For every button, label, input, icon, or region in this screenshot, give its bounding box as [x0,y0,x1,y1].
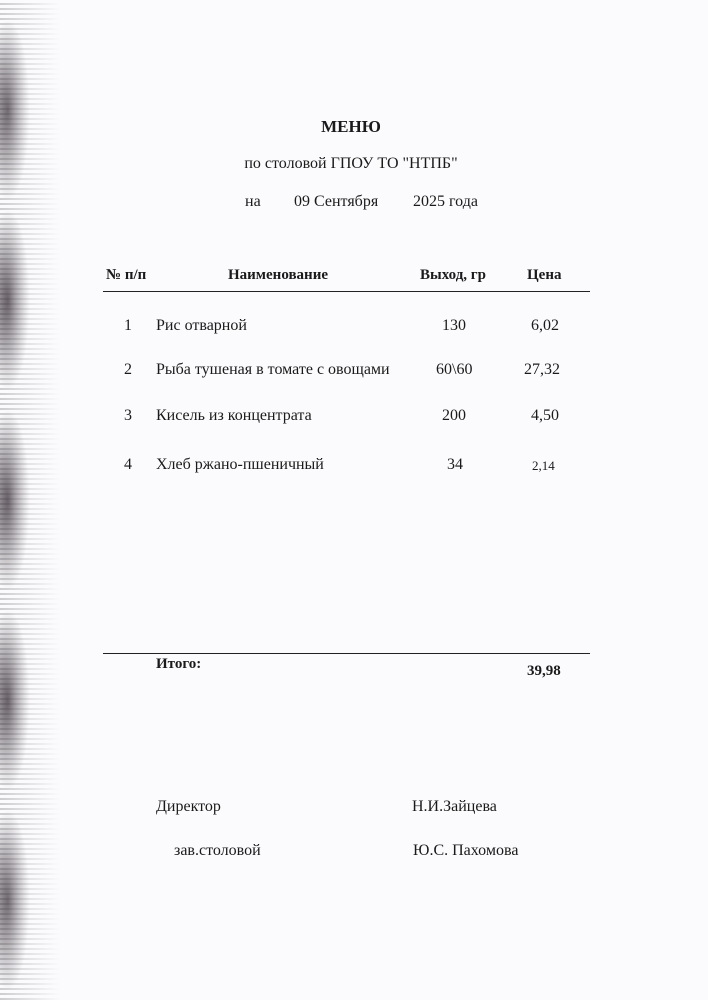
row-yield: 200 [442,407,466,424]
row-number: 2 [124,361,132,378]
document-title: МЕНЮ [321,117,381,136]
column-header-price: Цена [527,267,562,283]
row-number: 4 [124,456,132,473]
row-yield: 130 [442,317,466,334]
scanner-binding-shadow [0,0,60,1000]
column-header-yield: Выход, гр [420,267,486,283]
total-value: 39,98 [527,663,561,679]
row-dish-name: Рис отварной [156,317,247,334]
row-yield: 34 [447,456,463,473]
date-year: 2025 года [413,193,478,210]
row-price: 4,50 [531,407,559,424]
date-prefix: на [245,193,261,210]
total-label: Итого: [156,656,202,672]
row-price: 6,02 [531,317,559,334]
signature-name-canteen-head: Ю.С. Пахомова [413,842,519,859]
signature-role-canteen-head: зав.столовой [174,842,261,859]
row-price: 27,32 [524,361,560,378]
row-dish-name: Рыба тушеная в томате с овощами [156,361,390,378]
total-rule [103,653,590,654]
row-yield: 60\60 [436,361,473,378]
column-header-number: № п/п [106,267,147,283]
date-day-month: 09 Сентября [294,193,379,210]
row-dish-name: Хлеб ржано-пшеничный [156,456,324,473]
signature-role-director: Директор [156,798,221,815]
row-number: 3 [124,407,132,424]
column-header-name: Наименование [228,267,328,283]
row-dish-name: Кисель из концентрата [156,407,312,424]
signature-name-director: Н.И.Зайцева [412,798,497,815]
row-number: 1 [124,317,132,334]
row-price: 2,14 [532,458,555,473]
table-header-rule [103,291,590,292]
document-subtitle: по столовой ГПОУ ТО "НТПБ" [244,155,458,172]
